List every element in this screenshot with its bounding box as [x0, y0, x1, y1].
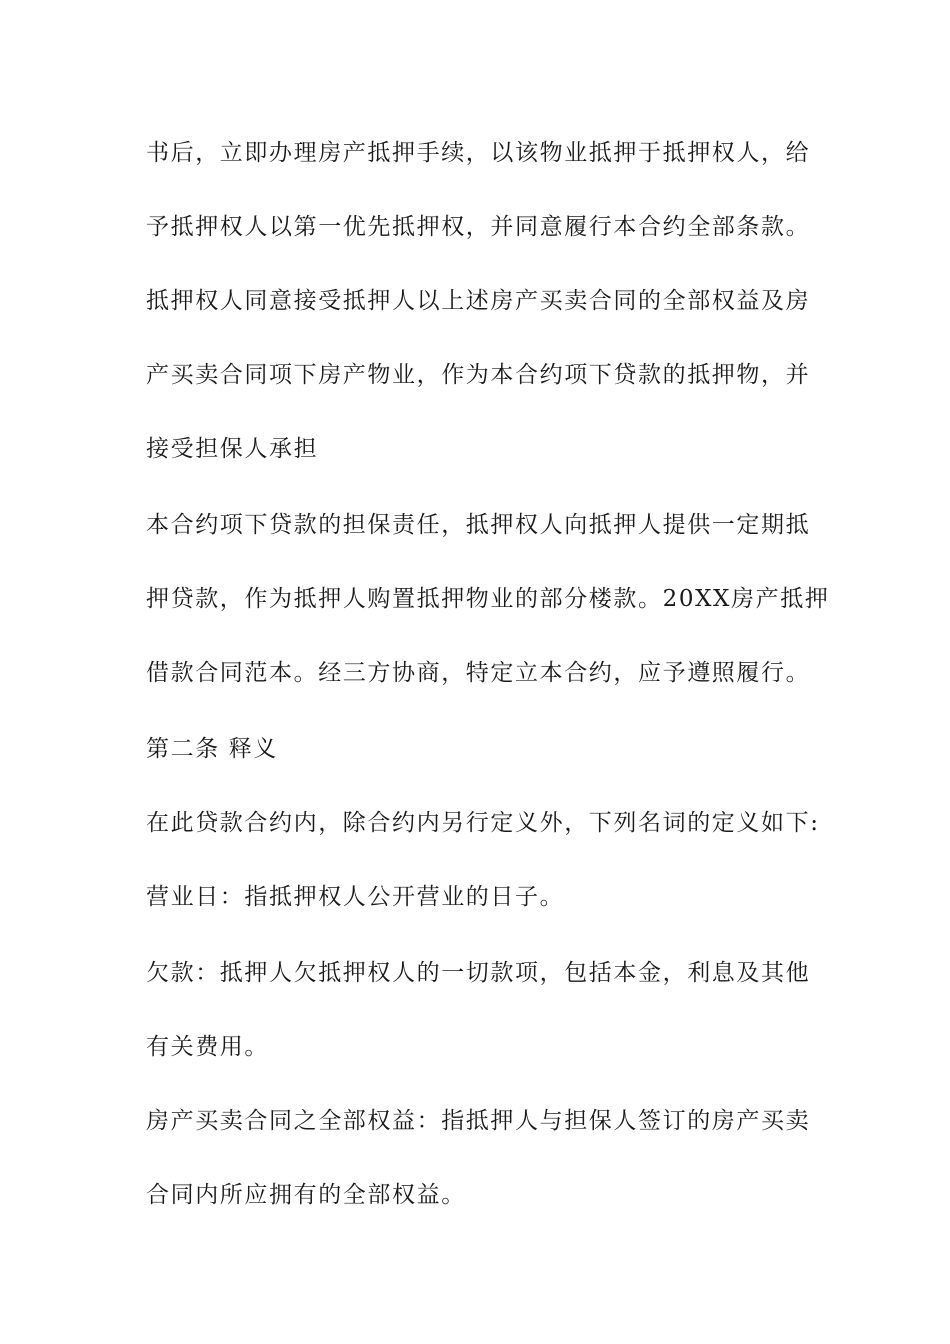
paragraph-line: 予抵押权人以第一优先抵押权，并同意履行本合约全部条款。 [146, 214, 811, 240]
paragraph-line: 接受担保人承担 [146, 436, 319, 462]
definition-line: 欠款：抵押人欠抵押权人的一切款项，包括本金，利息及其他 [146, 960, 811, 986]
definition-line: 营业日：指抵押权人公开营业的日子。 [146, 884, 565, 910]
definition-line: 有关费用。 [146, 1034, 269, 1060]
paragraph-line: 抵押权人同意接受抵押人以上述房产买卖合同的全部权益及房 [146, 288, 811, 314]
paragraph-line: 借款合同范本。经三方协商，特定立本合约，应予遵照履行。 [146, 660, 811, 686]
definition-line: 合同内所应拥有的全部权益。 [146, 1182, 466, 1208]
section-heading: 第二条 释义 [146, 736, 278, 762]
paragraph-line: 在此贷款合约内，除合约内另行定义外，下列名词的定义如下: [146, 810, 820, 836]
paragraph-line: 押贷款，作为抵押人购置抵押物业的部分楼款。20XX房产抵押 [146, 586, 830, 612]
paragraph-line: 本合约项下贷款的担保责任，抵押权人向抵押人提供一定期抵 [146, 512, 811, 538]
paragraph-line: 书后，立即办理房产抵押手续，以该物业抵押于抵押权人，给 [146, 140, 811, 166]
paragraph-line: 产买卖合同项下房产物业，作为本合约项下贷款的抵押物，并 [146, 362, 811, 388]
definition-line: 房产买卖合同之全部权益：指抵押人与担保人签订的房产买卖 [146, 1108, 811, 1134]
